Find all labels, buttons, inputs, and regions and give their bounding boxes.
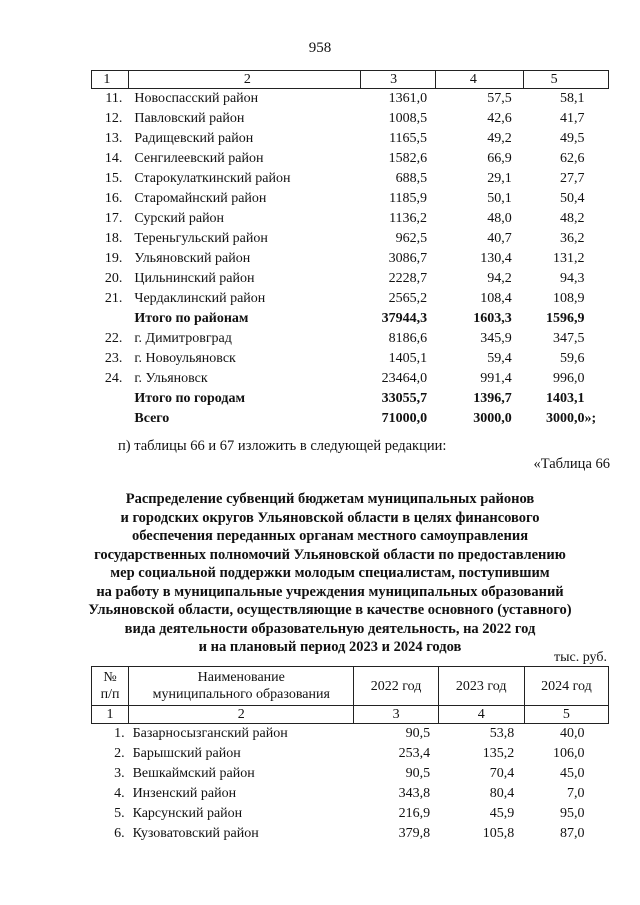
row-value-1: 1136,2 <box>389 211 428 226</box>
row-value-1: 8186,6 <box>388 331 428 346</box>
instruction-text: п) таблицы 66 и 67 изложить в следующей редакции: <box>118 438 447 454</box>
row-number <box>92 309 129 329</box>
row-value-2: 1396,7 <box>473 391 512 406</box>
row-name: Итого по городам <box>134 391 246 406</box>
column-number-row <box>92 706 609 724</box>
row-number: 17. <box>104 211 123 226</box>
row-value-2: 40,7 <box>487 231 512 246</box>
row-value-3: 108,9 <box>553 291 585 306</box>
row-value-1: 2228,7 <box>388 271 428 286</box>
row-name: Ульяновский район <box>134 251 251 266</box>
row-value-3: 131,2 <box>553 251 585 266</box>
row-value-3: 58,1 <box>560 91 585 106</box>
table-row <box>92 189 609 209</box>
table-row <box>92 764 609 784</box>
title-line: на работу в муниципальные учреждения муниципальных образований <box>96 583 564 600</box>
table-row <box>92 269 609 289</box>
row-value-2: 991,4 <box>480 371 512 386</box>
row-value-2: 57,5 <box>487 91 512 106</box>
row-value-3: 7,0 <box>567 786 585 801</box>
row-value-2: 3000,0 <box>473 411 512 426</box>
row-value-1: 1582,6 <box>388 151 428 166</box>
row-number: 4. <box>114 786 125 801</box>
row-value-1: 1405,1 <box>388 351 428 366</box>
header-cell: 4 <box>435 71 524 89</box>
row-number: 11. <box>105 91 123 106</box>
row-value-3: 27,7 <box>560 171 585 186</box>
table-row <box>92 804 609 824</box>
row-number: 12. <box>104 111 123 126</box>
table-row <box>92 249 609 269</box>
row-name: Павловский район <box>134 111 245 126</box>
page-number: 958 <box>308 40 332 56</box>
row-name: Цильнинский район <box>134 271 255 286</box>
row-name: Сурский район <box>134 211 225 226</box>
row-name: г. Новоульяновск <box>134 351 236 366</box>
row-value-3: 95,0 <box>560 806 585 821</box>
table-row <box>92 389 609 409</box>
row-value-2: 50,1 <box>487 191 512 206</box>
row-name: Вешкаймский район <box>132 766 255 781</box>
col-number: 5 <box>524 706 608 724</box>
row-name: Радищевский район <box>134 131 254 146</box>
header-cell: 3 <box>360 71 435 89</box>
row-value-2: 66,9 <box>487 151 512 166</box>
row-number: 5. <box>114 806 125 821</box>
row-value-2: 49,2 <box>487 131 512 146</box>
header-2022: 2022 год <box>354 667 438 706</box>
row-value-2: 130,4 <box>480 251 512 266</box>
table-header-row <box>92 71 609 89</box>
row-name: Старомайнский район <box>134 191 267 206</box>
table-row <box>92 169 609 189</box>
row-name: Карсунский район <box>132 806 243 821</box>
row-value-3: 36,2 <box>560 231 585 246</box>
row-number: 22. <box>104 331 123 346</box>
row-name: Всего <box>134 411 170 426</box>
row-value-1: 90,5 <box>405 766 431 781</box>
title-line: Распределение субвенций бюджетам муниципальных районов <box>125 491 535 507</box>
units-label: тыс. руб. <box>554 650 607 665</box>
row-name: Новоспасский район <box>134 91 259 106</box>
row-value-3: 50,4 <box>560 191 585 206</box>
row-value-3: 49,5 <box>560 131 585 146</box>
row-number <box>92 389 129 409</box>
row-number: 20. <box>104 271 123 286</box>
row-value-1: 343,8 <box>398 786 431 801</box>
row-value-1: 379,8 <box>398 826 431 841</box>
table-title <box>60 490 600 657</box>
row-value-1: 1165,5 <box>389 131 428 146</box>
table-row <box>92 329 609 349</box>
row-number: 1. <box>114 726 125 741</box>
table-row <box>92 824 609 844</box>
title-line: обеспечения переданных органам местного самоуправления <box>131 528 529 544</box>
header-cell: 5 <box>524 71 609 89</box>
row-name: Сенгилеевский район <box>134 151 264 166</box>
row-value-1: 1008,5 <box>388 111 428 126</box>
table-row <box>92 149 609 169</box>
table-row <box>92 229 609 249</box>
row-value-3: 59,6 <box>560 351 585 366</box>
row-value-1: 1361,0 <box>388 91 428 106</box>
table-header-row <box>92 667 609 706</box>
row-value-1: 688,5 <box>395 171 428 186</box>
row-value-1: 33055,7 <box>381 391 428 406</box>
row-value-2: 80,4 <box>489 786 515 801</box>
title-line: мер социальной поддержки молодым специалистам, поступившим <box>110 565 550 581</box>
table-row <box>92 724 609 745</box>
row-name: Инзенский район <box>132 786 237 801</box>
row-value-3: 45,0 <box>560 766 585 781</box>
row-number: 2. <box>114 746 125 761</box>
row-value-2: 59,4 <box>487 351 512 366</box>
row-value-2: 45,9 <box>489 806 515 821</box>
row-number: 21. <box>104 291 123 306</box>
row-value-3: 347,5 <box>553 331 585 346</box>
row-number: 14. <box>104 151 123 166</box>
row-value-3: 1403,1 <box>546 391 585 406</box>
row-name: Старокулаткинский район <box>134 171 291 186</box>
row-name: г. Ульяновск <box>134 371 208 386</box>
header-cell: 1 <box>92 71 129 89</box>
row-value-1: 1185,9 <box>389 191 428 206</box>
col-number: 3 <box>354 706 438 724</box>
continuation-table <box>91 70 609 429</box>
row-value-2: 1603,3 <box>473 311 512 326</box>
row-name: Итого по районам <box>134 311 249 326</box>
table-row <box>92 129 609 149</box>
row-number: 23. <box>104 351 123 366</box>
row-value-3: 94,3 <box>560 271 585 286</box>
row-value-2: 108,4 <box>480 291 512 306</box>
row-value-1: 37944,3 <box>381 311 428 326</box>
row-name: г. Димитровград <box>134 331 232 346</box>
table-row <box>92 744 609 764</box>
row-name: Кузоватовский район <box>132 826 259 841</box>
col-number: 4 <box>438 706 524 724</box>
table-row <box>92 409 609 429</box>
table-row <box>92 309 609 329</box>
row-number: 15. <box>104 171 123 186</box>
row-number <box>92 409 129 429</box>
row-value-1: 216,9 <box>398 806 431 821</box>
table-row <box>92 89 609 110</box>
row-value-1: 962,5 <box>395 231 428 246</box>
row-value-1: 2565,2 <box>388 291 428 306</box>
row-value-3: 41,7 <box>560 111 585 126</box>
row-value-2: 53,8 <box>489 726 515 741</box>
row-value-3: 62,6 <box>560 151 585 166</box>
row-number: 18. <box>104 231 123 246</box>
row-value-3: 996,0 <box>553 371 585 386</box>
row-value-2: 70,4 <box>489 766 515 781</box>
header-cell: 2 <box>128 71 360 89</box>
table-row <box>92 289 609 309</box>
row-number: 19. <box>104 251 123 266</box>
row-number: 3. <box>114 766 125 781</box>
row-value-3: 48,2 <box>560 211 585 226</box>
subvention-table <box>91 666 609 844</box>
row-value-3: 1596,9 <box>546 311 585 326</box>
title-line: вида деятельности образовательную деятельность, на 2022 год <box>124 620 536 637</box>
table-row <box>92 109 609 129</box>
col-number: 1 <box>92 706 129 724</box>
row-number: 24. <box>104 371 123 386</box>
row-value-2: 345,9 <box>480 331 512 346</box>
row-value-2: 135,2 <box>482 746 515 761</box>
header-2023: 2023 год <box>438 667 524 706</box>
title-line: Ульяновской области, осуществляющие в качестве основного (уставного) <box>88 602 572 618</box>
title-line: государственных полномочий Ульяновской области по предоставлению <box>94 546 566 563</box>
table-label: «Таблица 66 <box>533 456 610 472</box>
row-value-2: 42,6 <box>487 111 512 126</box>
row-name: Базарносызганский район <box>132 726 288 741</box>
row-number: 6. <box>114 826 125 841</box>
row-value-1: 90,5 <box>405 726 431 741</box>
title-line: и городских округов Ульяновской области в целях финансового <box>120 509 540 526</box>
row-value-1: 71000,0 <box>381 411 428 426</box>
row-value-2: 94,2 <box>487 271 512 286</box>
row-value-1: 253,4 <box>398 746 431 761</box>
header-2024: 2024 год <box>524 667 608 706</box>
table-row <box>92 369 609 389</box>
closing-quote: »; <box>584 411 597 426</box>
table-row <box>92 209 609 229</box>
row-number: 16. <box>104 191 123 206</box>
table-row <box>92 349 609 369</box>
row-value-1: 23464,0 <box>381 371 428 386</box>
row-name: Барышский район <box>132 746 241 761</box>
row-value-2: 48,0 <box>487 211 512 226</box>
row-value-2: 105,8 <box>482 826 515 841</box>
row-name: Чердаклинский район <box>134 291 266 306</box>
header-num: № п/п <box>92 667 129 706</box>
row-value-3: 40,0 <box>560 726 585 741</box>
row-name: Тереньгульский район <box>134 231 268 246</box>
row-value-3: 3000,0 »; <box>524 409 609 429</box>
table-row <box>92 784 609 804</box>
col-number: 2 <box>129 706 354 724</box>
row-value-3: 106,0 <box>553 746 585 761</box>
header-name: Наименование муниципального образования <box>129 667 354 706</box>
row-value-3: 87,0 <box>560 826 585 841</box>
row-value-2: 29,1 <box>487 171 512 186</box>
row-number: 13. <box>104 131 123 146</box>
title-line: и на плановый период 2023 и 2024 годов <box>198 639 462 655</box>
row-value-1: 3086,7 <box>388 251 428 266</box>
